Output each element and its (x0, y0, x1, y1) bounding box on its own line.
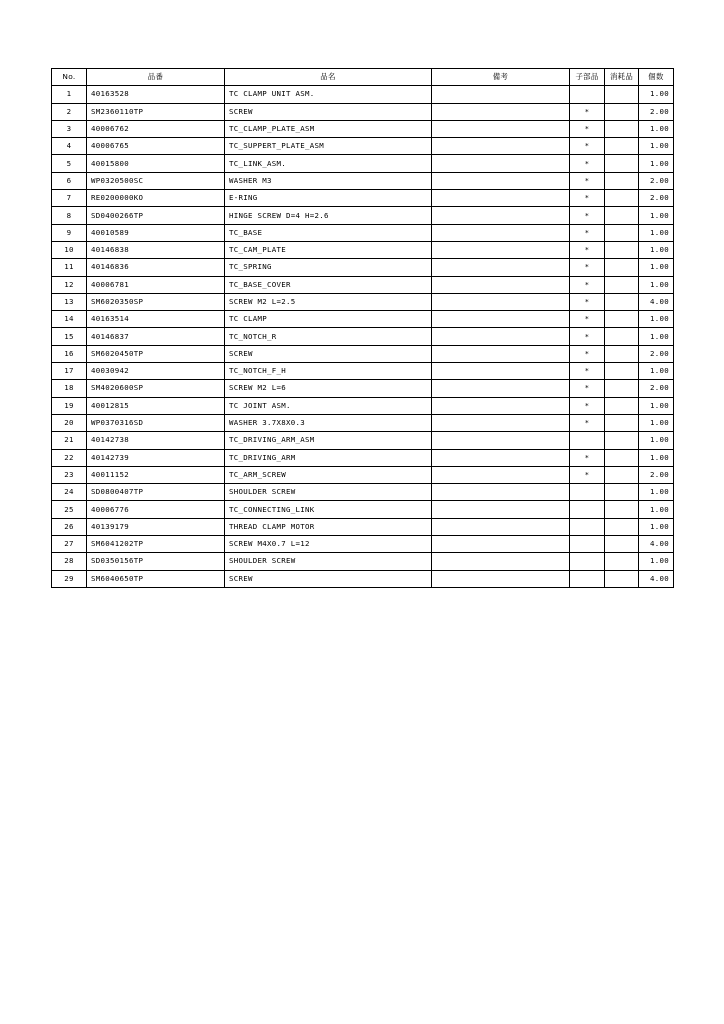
part-number-cell: 40006776 (87, 501, 225, 518)
consumable-cell (605, 466, 639, 483)
part-number-cell: SD0350156TP (87, 553, 225, 570)
row-no-cell: 21 (52, 432, 87, 449)
consumable-cell (605, 484, 639, 501)
part-name-cell: SHOULDER SCREW (225, 553, 432, 570)
header-sub-part: 子部品 (570, 69, 605, 86)
sub-part-cell: * (570, 276, 605, 293)
consumable-cell (605, 120, 639, 137)
table-header-row (52, 69, 674, 86)
sub-part-cell: * (570, 259, 605, 276)
consumable-cell (605, 276, 639, 293)
sub-part-cell: * (570, 293, 605, 310)
part-name-cell: TC_BASE (225, 224, 432, 241)
sub-part-cell: * (570, 172, 605, 189)
part-name-cell: SCREW M4X0.7 L=12 (225, 536, 432, 553)
quantity-cell: 4.00 (639, 293, 674, 310)
parts-list-table (51, 68, 674, 588)
quantity-cell: 1.00 (639, 207, 674, 224)
sub-part-cell: * (570, 120, 605, 137)
consumable-cell (605, 138, 639, 155)
sub-part-cell (570, 518, 605, 535)
row-no-cell: 1 (52, 86, 87, 103)
remarks-cell (432, 241, 570, 258)
sub-part-cell (570, 553, 605, 570)
remarks-cell (432, 397, 570, 414)
header-remarks: 備考 (432, 69, 570, 86)
row-no-cell: 24 (52, 484, 87, 501)
quantity-cell: 1.00 (639, 311, 674, 328)
quantity-cell: 1.00 (639, 86, 674, 103)
sub-part-cell: * (570, 311, 605, 328)
table-row (52, 241, 674, 258)
remarks-cell (432, 86, 570, 103)
consumable-cell (605, 293, 639, 310)
table-row (52, 138, 674, 155)
quantity-cell: 1.00 (639, 276, 674, 293)
quantity-cell: 1.00 (639, 501, 674, 518)
consumable-cell (605, 207, 639, 224)
remarks-cell (432, 518, 570, 535)
part-number-cell: 40015800 (87, 155, 225, 172)
quantity-cell: 1.00 (639, 432, 674, 449)
quantity-cell: 1.00 (639, 449, 674, 466)
part-name-cell: SHOULDER SCREW (225, 484, 432, 501)
quantity-cell: 1.00 (639, 224, 674, 241)
remarks-cell (432, 172, 570, 189)
consumable-cell (605, 397, 639, 414)
part-name-cell: TC_CONNECTING_LINK (225, 501, 432, 518)
consumable-cell (605, 190, 639, 207)
part-name-cell: TC_ARM_SCREW (225, 466, 432, 483)
row-no-cell: 5 (52, 155, 87, 172)
remarks-cell (432, 293, 570, 310)
consumable-cell (605, 363, 639, 380)
part-number-cell: SD0400266TP (87, 207, 225, 224)
sub-part-cell (570, 536, 605, 553)
sub-part-cell (570, 501, 605, 518)
remarks-cell (432, 380, 570, 397)
remarks-cell (432, 138, 570, 155)
part-name-cell: SCREW (225, 345, 432, 362)
header-consumable: 消耗品 (605, 69, 639, 86)
table-row (52, 449, 674, 466)
part-number-cell: 40012815 (87, 397, 225, 414)
row-no-cell: 20 (52, 414, 87, 431)
quantity-cell: 1.00 (639, 259, 674, 276)
remarks-cell (432, 363, 570, 380)
part-name-cell: E-RING (225, 190, 432, 207)
consumable-cell (605, 86, 639, 103)
table-row (52, 570, 674, 587)
table-row (52, 293, 674, 310)
sub-part-cell: * (570, 449, 605, 466)
table-row (52, 466, 674, 483)
consumable-cell (605, 536, 639, 553)
remarks-cell (432, 536, 570, 553)
remarks-cell (432, 207, 570, 224)
table-row (52, 224, 674, 241)
part-name-cell: TC_NOTCH_R (225, 328, 432, 345)
quantity-cell: 4.00 (639, 536, 674, 553)
part-number-cell: 40146836 (87, 259, 225, 276)
table-body (52, 86, 674, 588)
row-no-cell: 15 (52, 328, 87, 345)
part-name-cell: TC_CAM_PLATE (225, 241, 432, 258)
sub-part-cell (570, 86, 605, 103)
sub-part-cell: * (570, 466, 605, 483)
quantity-cell: 2.00 (639, 190, 674, 207)
part-number-cell: 40011152 (87, 466, 225, 483)
table-row (52, 328, 674, 345)
table-row (52, 172, 674, 189)
row-no-cell: 28 (52, 553, 87, 570)
remarks-cell (432, 553, 570, 570)
consumable-cell (605, 311, 639, 328)
quantity-cell: 2.00 (639, 345, 674, 362)
part-number-cell: 40006781 (87, 276, 225, 293)
row-no-cell: 10 (52, 241, 87, 258)
part-number-cell: 40146837 (87, 328, 225, 345)
row-no-cell: 29 (52, 570, 87, 587)
quantity-cell: 1.00 (639, 120, 674, 137)
quantity-cell: 1.00 (639, 414, 674, 431)
quantity-cell: 1.00 (639, 155, 674, 172)
consumable-cell (605, 432, 639, 449)
sub-part-cell: * (570, 328, 605, 345)
row-no-cell: 6 (52, 172, 87, 189)
part-number-cell: 40142739 (87, 449, 225, 466)
sub-part-cell: * (570, 155, 605, 172)
row-no-cell: 7 (52, 190, 87, 207)
table-row (52, 345, 674, 362)
row-no-cell: 22 (52, 449, 87, 466)
part-name-cell: TC_SPRING (225, 259, 432, 276)
consumable-cell (605, 518, 639, 535)
table-row (52, 103, 674, 120)
row-no-cell: 12 (52, 276, 87, 293)
consumable-cell (605, 155, 639, 172)
part-name-cell: SCREW (225, 103, 432, 120)
remarks-cell (432, 484, 570, 501)
remarks-cell (432, 259, 570, 276)
row-no-cell: 8 (52, 207, 87, 224)
table-row (52, 86, 674, 103)
sub-part-cell: * (570, 241, 605, 258)
table-row (52, 311, 674, 328)
sub-part-cell: * (570, 363, 605, 380)
part-name-cell: TC CLAMP UNIT ASM. (225, 86, 432, 103)
remarks-cell (432, 345, 570, 362)
part-number-cell: 40163528 (87, 86, 225, 103)
row-no-cell: 23 (52, 466, 87, 483)
quantity-cell: 2.00 (639, 466, 674, 483)
sub-part-cell: * (570, 414, 605, 431)
row-no-cell: 25 (52, 501, 87, 518)
part-number-cell: 40146838 (87, 241, 225, 258)
row-no-cell: 11 (52, 259, 87, 276)
part-name-cell: TC_DRIVING_ARM_ASM (225, 432, 432, 449)
part-name-cell: TC_LINK_ASM. (225, 155, 432, 172)
table-row (52, 501, 674, 518)
part-number-cell: RE0200000KO (87, 190, 225, 207)
table-row (52, 397, 674, 414)
quantity-cell: 4.00 (639, 570, 674, 587)
row-no-cell: 13 (52, 293, 87, 310)
part-name-cell: SCREW (225, 570, 432, 587)
row-no-cell: 26 (52, 518, 87, 535)
quantity-cell: 1.00 (639, 138, 674, 155)
consumable-cell (605, 328, 639, 345)
consumable-cell (605, 449, 639, 466)
remarks-cell (432, 276, 570, 293)
sub-part-cell: * (570, 138, 605, 155)
table-row (52, 207, 674, 224)
remarks-cell (432, 570, 570, 587)
remarks-cell (432, 155, 570, 172)
part-number-cell: SM6020450TP (87, 345, 225, 362)
sub-part-cell (570, 570, 605, 587)
table-row (52, 259, 674, 276)
row-no-cell: 18 (52, 380, 87, 397)
sub-part-cell: * (570, 103, 605, 120)
table-row (52, 155, 674, 172)
table-row (52, 484, 674, 501)
consumable-cell (605, 501, 639, 518)
remarks-cell (432, 190, 570, 207)
part-number-cell: SM6041202TP (87, 536, 225, 553)
table-row (52, 553, 674, 570)
row-no-cell: 14 (52, 311, 87, 328)
quantity-cell: 1.00 (639, 518, 674, 535)
table-row (52, 432, 674, 449)
part-name-cell: TC CLAMP (225, 311, 432, 328)
quantity-cell: 1.00 (639, 553, 674, 570)
sub-part-cell: * (570, 380, 605, 397)
row-no-cell: 2 (52, 103, 87, 120)
part-number-cell: 40030942 (87, 363, 225, 380)
quantity-cell: 1.00 (639, 241, 674, 258)
consumable-cell (605, 172, 639, 189)
header-part-name: 品名 (225, 69, 432, 86)
consumable-cell (605, 103, 639, 120)
remarks-cell (432, 501, 570, 518)
row-no-cell: 4 (52, 138, 87, 155)
quantity-cell: 1.00 (639, 328, 674, 345)
remarks-cell (432, 120, 570, 137)
part-number-cell: SM2360110TP (87, 103, 225, 120)
sub-part-cell: * (570, 207, 605, 224)
table-row (52, 518, 674, 535)
remarks-cell (432, 224, 570, 241)
part-name-cell: THREAD CLAMP MOTOR (225, 518, 432, 535)
table-row (52, 414, 674, 431)
table-row (52, 190, 674, 207)
sub-part-cell: * (570, 190, 605, 207)
row-no-cell: 19 (52, 397, 87, 414)
quantity-cell: 2.00 (639, 103, 674, 120)
quantity-cell: 1.00 (639, 397, 674, 414)
table-row (52, 536, 674, 553)
consumable-cell (605, 259, 639, 276)
part-number-cell: WP0320500SC (87, 172, 225, 189)
sub-part-cell: * (570, 224, 605, 241)
part-number-cell: SM6020350SP (87, 293, 225, 310)
quantity-cell: 2.00 (639, 380, 674, 397)
quantity-cell: 1.00 (639, 363, 674, 380)
part-number-cell: 40006762 (87, 120, 225, 137)
part-number-cell: SM4020600SP (87, 380, 225, 397)
consumable-cell (605, 224, 639, 241)
part-name-cell: TC_BASE_COVER (225, 276, 432, 293)
part-number-cell: SM6040650TP (87, 570, 225, 587)
part-number-cell: WP0370316SD (87, 414, 225, 431)
remarks-cell (432, 449, 570, 466)
part-number-cell: 40163514 (87, 311, 225, 328)
remarks-cell (432, 432, 570, 449)
row-no-cell: 16 (52, 345, 87, 362)
remarks-cell (432, 414, 570, 431)
header-no: No. (52, 69, 87, 86)
part-number-cell: 40139179 (87, 518, 225, 535)
part-number-cell: 40006765 (87, 138, 225, 155)
part-name-cell: HINGE SCREW D=4 H=2.6 (225, 207, 432, 224)
row-no-cell: 9 (52, 224, 87, 241)
row-no-cell: 3 (52, 120, 87, 137)
header-part-number: 品番 (87, 69, 225, 86)
part-name-cell: SCREW M2 L=2.5 (225, 293, 432, 310)
part-name-cell: TC_CLAMP_PLATE_ASM (225, 120, 432, 137)
part-name-cell: TC JOINT ASM. (225, 397, 432, 414)
remarks-cell (432, 328, 570, 345)
sub-part-cell: * (570, 345, 605, 362)
part-name-cell: TC_DRIVING_ARM (225, 449, 432, 466)
header-quantity: 個数 (639, 69, 674, 86)
consumable-cell (605, 380, 639, 397)
row-no-cell: 17 (52, 363, 87, 380)
sub-part-cell: * (570, 397, 605, 414)
table-row (52, 363, 674, 380)
consumable-cell (605, 553, 639, 570)
part-number-cell: SD0800407TP (87, 484, 225, 501)
sub-part-cell (570, 432, 605, 449)
remarks-cell (432, 311, 570, 328)
part-name-cell: TC_SUPPERT_PLATE_ASM (225, 138, 432, 155)
quantity-cell: 2.00 (639, 172, 674, 189)
consumable-cell (605, 345, 639, 362)
table-row (52, 120, 674, 137)
consumable-cell (605, 241, 639, 258)
consumable-cell (605, 414, 639, 431)
part-name-cell: SCREW M2 L=6 (225, 380, 432, 397)
table-row (52, 276, 674, 293)
part-number-cell: 40010589 (87, 224, 225, 241)
part-number-cell: 40142738 (87, 432, 225, 449)
part-name-cell: WASHER M3 (225, 172, 432, 189)
quantity-cell: 1.00 (639, 484, 674, 501)
remarks-cell (432, 103, 570, 120)
part-name-cell: TC_NOTCH_F_H (225, 363, 432, 380)
sub-part-cell (570, 484, 605, 501)
row-no-cell: 27 (52, 536, 87, 553)
table-row (52, 380, 674, 397)
part-name-cell: WASHER 3.7X8X0.3 (225, 414, 432, 431)
remarks-cell (432, 466, 570, 483)
consumable-cell (605, 570, 639, 587)
